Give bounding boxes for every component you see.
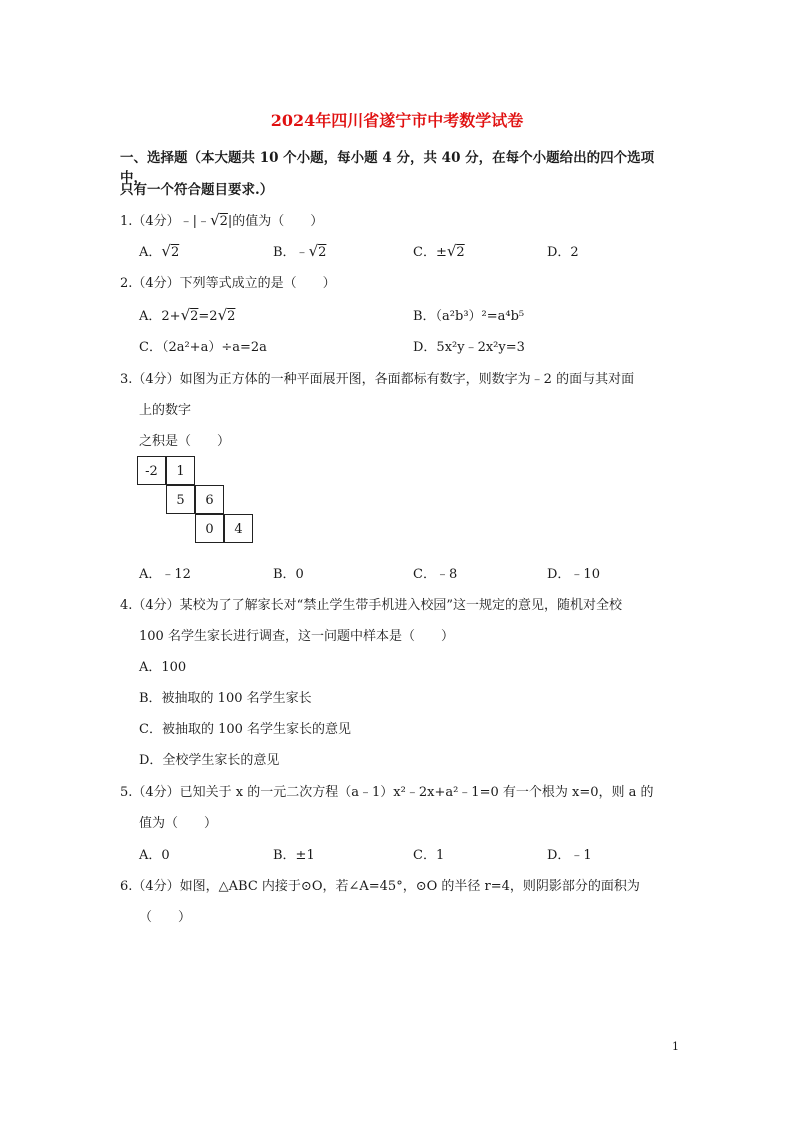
q3-option-c: C．﹣8 — [413, 567, 458, 582]
q2-option-a — [139, 305, 235, 324]
q4-option-a: A．100 — [139, 660, 187, 675]
cube-net-cell: 4 — [224, 514, 253, 543]
q2-option-b: B．（a²b³）²=a⁴b⁵ — [413, 309, 525, 324]
q1-stem — [120, 210, 323, 229]
q5-stem-line1: 5.（4分）已知关于 x 的一元二次方程（a﹣1）x²﹣2x+a²﹣1=0 有一个根为 x=0，则 a 的 — [120, 785, 654, 800]
q1-option-a-radicand: 2 — [170, 245, 180, 260]
q3-stem-line3: 之积是（ ） — [139, 434, 231, 449]
q1-option-a — [139, 241, 179, 260]
radical-sign: √ — [446, 242, 457, 260]
q2-option-c: C．（2a²+a）÷a=2a — [139, 340, 267, 355]
q1-stem-prefix: 1.（4分）﹣|﹣ — [120, 214, 211, 229]
q2-option-a-prefix: A．2+ — [139, 309, 181, 324]
exam-title: 2024年四川省遂宁市中考数学试卷 — [270, 111, 524, 130]
q5-option-d: D．﹣1 — [547, 848, 592, 863]
cube-net-cell: 0 — [195, 514, 224, 543]
q4-option-d: D．全校学生家长的意见 — [139, 753, 280, 768]
q1-option-d: D．2 — [547, 245, 579, 260]
radical-sign: √ — [210, 211, 220, 229]
page-number: 1 — [672, 1040, 679, 1053]
q1-option-b-radicand: 2 — [318, 245, 327, 260]
section-heading-line2: 只有一个符合题目要求.） — [120, 182, 274, 198]
radical-sign: √ — [308, 242, 319, 260]
cube-net-cell: -2 — [137, 456, 166, 485]
q1-option-a-label: A． — [139, 245, 162, 260]
q1-option-b-label: B．﹣ — [273, 245, 309, 260]
q3-option-b: B．0 — [273, 567, 304, 582]
q2-option-a-radicand2: 2 — [227, 309, 236, 324]
q1-option-b — [273, 241, 326, 260]
q3-stem-line1: 3.（4分）如图为正方体的一种平面展开图，各面都标有数字，则数字为﹣2 的面与其对面 — [120, 372, 635, 387]
q2-option-a-radicand1: 2 — [190, 309, 199, 324]
q6-stem-line2: （ ） — [139, 910, 192, 925]
q5-stem-line2: 值为（ ） — [139, 816, 218, 831]
radical-sign: √ — [217, 306, 228, 324]
q5-option-a: A．0 — [139, 848, 170, 863]
cube-net-cell: 1 — [166, 456, 195, 485]
q5-option-b: B．±1 — [273, 848, 315, 863]
q3-option-a: A．﹣12 — [139, 567, 191, 582]
q1-option-c-label: C．± — [413, 245, 447, 260]
cube-net-cell: 6 — [195, 485, 224, 514]
radical-sign: √ — [180, 306, 191, 324]
q1-option-c — [413, 241, 465, 260]
q2-option-a-mid: =2 — [198, 309, 218, 324]
q4-stem-line2: 100 名学生家长进行调查，这一问题中样本是（ ） — [139, 629, 454, 644]
q4-option-b: B．被抽取的 100 名学生家长 — [139, 691, 312, 706]
q4-option-c: C．被抽取的 100 名学生家长的意见 — [139, 722, 352, 737]
q6-stem-line1: 6.（4分）如图，△ABC 内接于⊙O，若∠A=45°，⊙O 的半径 r=4，则阴影部分的面积为 — [120, 879, 640, 894]
q4-stem-line1: 4.（4分）某校为了了解家长对“禁止学生带手机进入校园”这一规定的意见，随机对全校 — [120, 598, 622, 613]
q3-stem-line2: 上的数字 — [139, 403, 192, 418]
q1-stem-suffix: |的值为（ ） — [227, 214, 324, 229]
q1-option-c-radicand: 2 — [456, 245, 465, 260]
radical-sign: √ — [161, 242, 171, 260]
q1-stem-radicand: 2 — [219, 214, 228, 229]
q5-option-c: C．1 — [413, 848, 445, 863]
cube-net-cell: 5 — [166, 485, 195, 514]
q2-stem: 2.（4分）下列等式成立的是（ ） — [120, 276, 336, 291]
q3-option-d: D．﹣10 — [547, 567, 600, 582]
q2-option-d: D．5x²y﹣2x²y=3 — [413, 340, 525, 355]
section-heading-line1: 一、选择题（本大题共 10 个小题，每小题 4 分，共 40 分，在每个小题给出的四个选项中， — [120, 150, 655, 186]
